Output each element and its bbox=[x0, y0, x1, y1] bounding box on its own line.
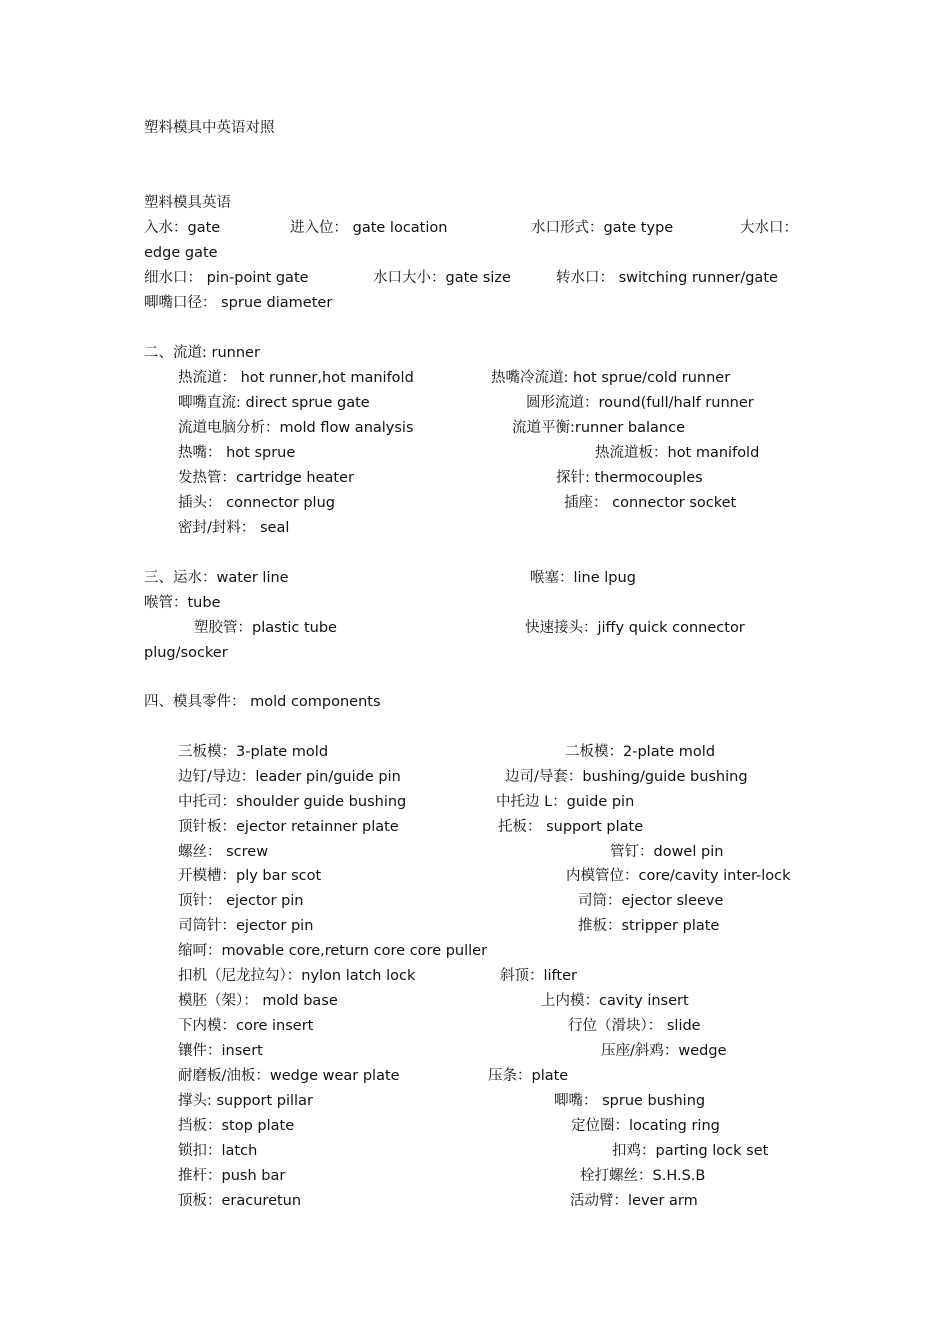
term-edge-gate-label: 大水口： bbox=[740, 220, 798, 236]
component-term-right: 行位（滑块）： slide bbox=[568, 1018, 701, 1034]
term-plastic-tube: 塑胶管：plastic tube bbox=[194, 620, 337, 636]
runner-heading: 二、流道: runner bbox=[144, 345, 260, 361]
component-term-left: 扣机（尼龙拉勾）：nylon latch lock bbox=[178, 968, 416, 984]
component-term-left: 司筒针：ejector pin bbox=[178, 918, 314, 934]
water-row-2 bbox=[0, 591, 950, 615]
water-heading: 三、运水：water line bbox=[144, 570, 289, 586]
component-row bbox=[0, 1139, 950, 1163]
component-row bbox=[0, 914, 950, 938]
runner-row bbox=[0, 466, 950, 490]
water-row-3 bbox=[0, 616, 950, 640]
component-term-right: 管钉：dowel pin bbox=[610, 844, 724, 860]
component-row bbox=[0, 765, 950, 789]
term-plug-socket: plug/socker bbox=[144, 645, 228, 661]
component-term-right: 托板： support plate bbox=[498, 819, 644, 835]
water-row-1 bbox=[0, 566, 950, 590]
component-row bbox=[0, 1014, 950, 1038]
term-quick-connector: 快速接头：jiffy quick connector bbox=[525, 620, 745, 636]
runner-row bbox=[0, 416, 950, 440]
component-term-left: 顶板：eracuretun bbox=[178, 1193, 302, 1209]
section-heading-line bbox=[0, 191, 950, 215]
component-term-left: 推杆：push bar bbox=[178, 1168, 286, 1184]
runner-term-right: 热嘴冷流道: hot sprue/cold runner bbox=[491, 370, 731, 386]
component-term-right: 推板：stripper plate bbox=[578, 918, 720, 934]
component-term-left: 缩呵：movable core,return core core puller bbox=[178, 943, 488, 959]
term-pin-point-gate: 细水口： pin-point gate bbox=[144, 270, 309, 286]
component-term-left: 撑头: support pillar bbox=[178, 1093, 313, 1109]
term-gate-location: 进入位： gate location bbox=[290, 220, 448, 236]
runner-term-right: 插座： connector socket bbox=[564, 495, 737, 511]
component-term-right: 边司/导套：bushing/guide bushing bbox=[505, 769, 748, 785]
component-term-right: 扣鸡：parting lock set bbox=[612, 1143, 769, 1159]
runner-term-left: 流道电脑分析：mold flow analysis bbox=[178, 420, 414, 436]
component-term-left: 开模槽：ply bar scot bbox=[178, 868, 322, 884]
doc-title-line bbox=[0, 116, 950, 140]
term-sprue-diameter: 唧嘴口径： sprue diameter bbox=[144, 295, 333, 311]
runner-term-right: 热流道板：hot manifold bbox=[595, 445, 760, 461]
runner-term-right: 圆形流道：round(full/half runner bbox=[526, 395, 754, 411]
runner-row bbox=[0, 516, 950, 540]
term-edge-gate: edge gate bbox=[144, 245, 218, 261]
term-switching-runner: 转水口： switching runner/gate bbox=[556, 270, 778, 286]
runner-row bbox=[0, 491, 950, 515]
component-term-left: 螺丝： screw bbox=[178, 844, 269, 860]
component-row bbox=[0, 889, 950, 913]
term-gate-size: 水口大小：gate size bbox=[373, 270, 511, 286]
doc-title: 塑料模具中英语对照 bbox=[144, 120, 275, 136]
component-term-left: 三板模：3-plate mold bbox=[178, 744, 329, 760]
component-term-right: 内模管位：core/cavity inter-lock bbox=[566, 868, 791, 884]
component-row bbox=[0, 840, 950, 864]
component-row bbox=[0, 1164, 950, 1188]
component-term-right: 唧嘴： sprue bushing bbox=[554, 1093, 706, 1109]
runner-term-right: 探针: thermocouples bbox=[556, 470, 703, 486]
component-row bbox=[0, 1189, 950, 1213]
component-term-left: 模胚（架）： mold base bbox=[178, 993, 338, 1009]
gate-row-2 bbox=[0, 241, 950, 265]
component-row bbox=[0, 1114, 950, 1138]
section-heading: 塑料模具英语 bbox=[144, 195, 231, 211]
runner-term-left: 唧嘴直流: direct sprue gate bbox=[178, 395, 370, 411]
term-tube: 喉管：tube bbox=[144, 595, 221, 611]
runner-row bbox=[0, 391, 950, 415]
component-term-left: 顶针板：ejector retainner plate bbox=[178, 819, 399, 835]
component-term-left: 下内模：core insert bbox=[178, 1018, 314, 1034]
components-heading: 四、模具零件： mold components bbox=[144, 694, 381, 710]
component-term-right: 上内模：cavity insert bbox=[541, 993, 689, 1009]
components-heading-line bbox=[0, 690, 950, 714]
component-term-left: 中托司：shoulder guide bushing bbox=[178, 794, 407, 810]
runner-row bbox=[0, 441, 950, 465]
component-row bbox=[0, 1064, 950, 1088]
runner-heading-line bbox=[0, 341, 950, 365]
component-row bbox=[0, 939, 950, 963]
component-row bbox=[0, 864, 950, 888]
component-row bbox=[0, 790, 950, 814]
component-row bbox=[0, 1039, 950, 1063]
gate-row-1 bbox=[0, 216, 950, 240]
component-row bbox=[0, 964, 950, 988]
term-gate: 入水：gate bbox=[144, 220, 221, 236]
component-term-right: 司筒：ejector sleeve bbox=[578, 893, 724, 909]
runner-term-left: 热嘴： hot sprue bbox=[178, 445, 296, 461]
term-gate-type: 水口形式：gate type bbox=[531, 220, 674, 236]
runner-row bbox=[0, 366, 950, 390]
runner-term-left: 发热管：cartridge heater bbox=[178, 470, 354, 486]
component-term-left: 耐磨板/油板：wedge wear plate bbox=[178, 1068, 400, 1084]
runner-term-right: 流道平衡:runner balance bbox=[512, 420, 685, 436]
component-term-right: 压座/斜鸡：wedge bbox=[601, 1043, 727, 1059]
component-term-left: 顶针： ejector pin bbox=[178, 893, 304, 909]
component-term-right: 压条：plate bbox=[488, 1068, 569, 1084]
gate-row-4 bbox=[0, 291, 950, 315]
component-term-right: 定位圈：locating ring bbox=[571, 1118, 720, 1134]
component-term-right: 斜顶：lifter bbox=[500, 968, 577, 984]
runner-term-left: 插头： connector plug bbox=[178, 495, 335, 511]
component-term-left: 边钉/导边：leader pin/guide pin bbox=[178, 769, 401, 785]
component-term-right: 栓打螺丝：S.H.S.B bbox=[580, 1168, 706, 1184]
runner-term-left: 密封/封料： seal bbox=[178, 520, 290, 536]
gate-row-3 bbox=[0, 266, 950, 290]
component-term-left: 锁扣：latch bbox=[178, 1143, 258, 1159]
component-term-left: 挡板：stop plate bbox=[178, 1118, 295, 1134]
component-term-right: 中托边 L：guide pin bbox=[496, 794, 635, 810]
component-term-right: 二板模：2-plate mold bbox=[565, 744, 716, 760]
component-row bbox=[0, 1089, 950, 1113]
component-row bbox=[0, 989, 950, 1013]
component-term-right: 活动臂：lever arm bbox=[570, 1193, 698, 1209]
component-row bbox=[0, 740, 950, 764]
component-term-left: 镶件：insert bbox=[178, 1043, 263, 1059]
water-row-4 bbox=[0, 641, 950, 665]
component-row bbox=[0, 815, 950, 839]
term-line-plug: 喉塞：line lpug bbox=[530, 570, 636, 586]
runner-term-left: 热流道： hot runner,hot manifold bbox=[178, 370, 414, 386]
